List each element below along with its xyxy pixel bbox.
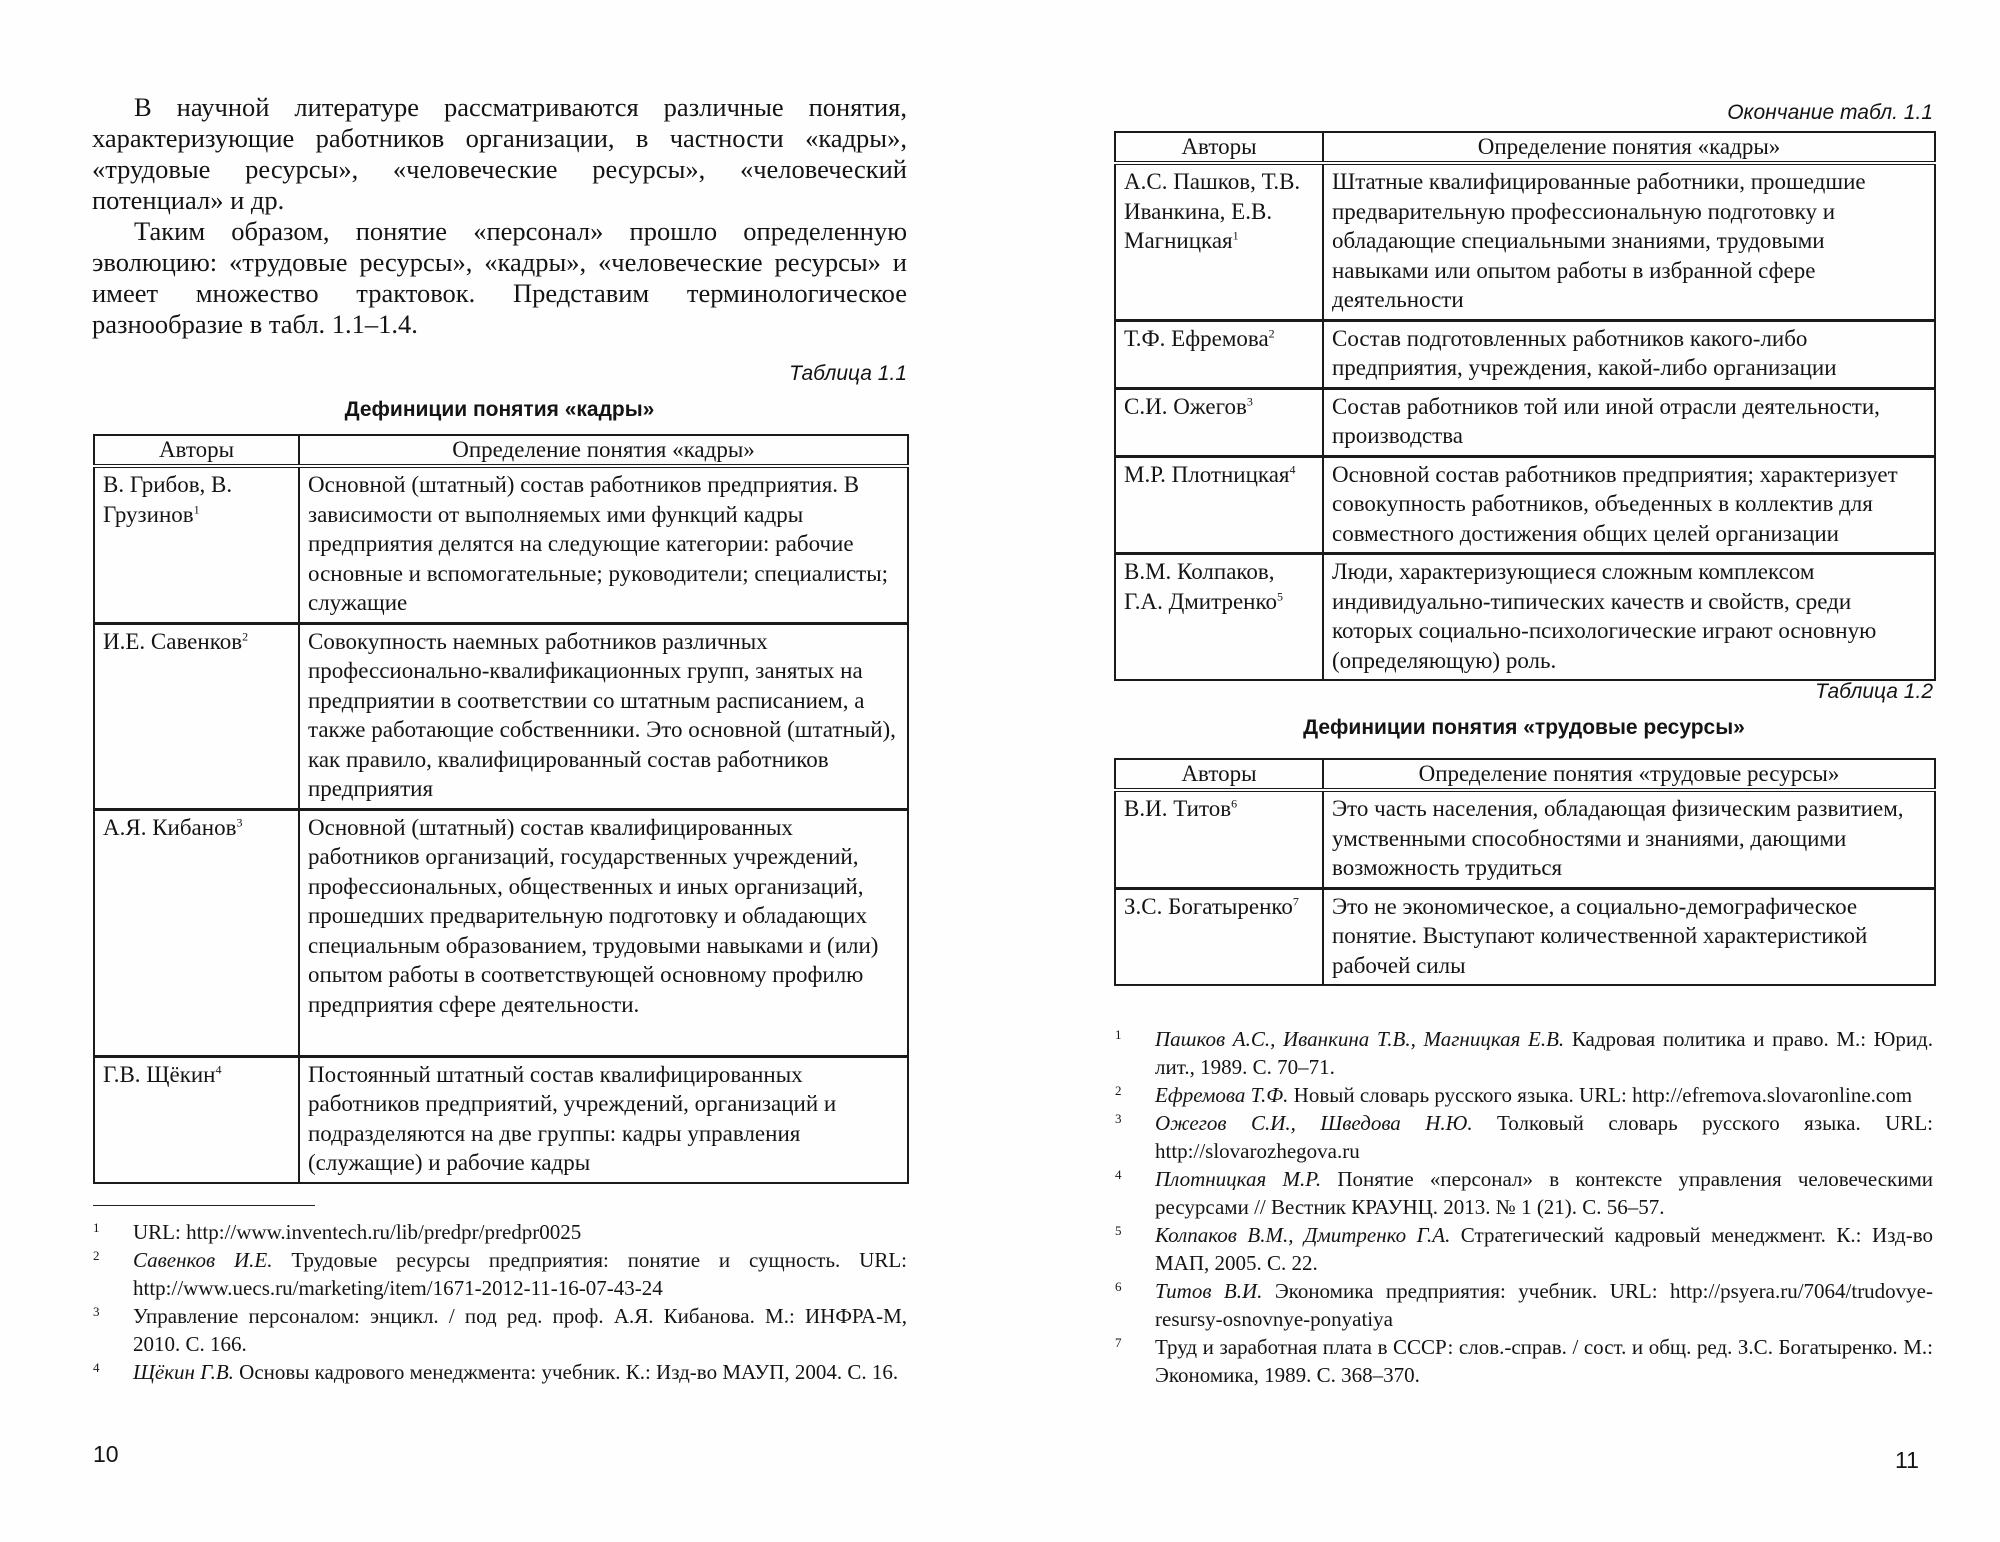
page-number: 11	[1895, 1447, 1919, 1473]
table-header-row	[94, 435, 908, 466]
definition-cell: Основной (штатный) состав работников предприятия. В зависимости от выполняемых ими функций кадры предприятия делятся на следующие категории: рабочие основные и вспомогательные; руководители; специалисты; служащие	[299, 466, 908, 623]
intro-text	[92, 92, 907, 340]
footnote: 6 Титов В.И. Экономика предприятия: учебник. URL: http://psyera.ru/7064/trudovye-resursy-osnovnye-ponyatiya	[1115, 1279, 1933, 1331]
header-authors: Авторы	[1115, 759, 1323, 790]
author-cell: В.М. Колпаков, Г.А. Дмитренко$^5$	[1115, 554, 1323, 681]
author-cell: Т.Ф. Ефремова$^2$	[1115, 320, 1323, 388]
table-row	[1115, 888, 1935, 985]
definition-cell: Основной состав работников предприятия; характеризует совокупность работников, объеденных в коллектив для совместного достижения общих целей организации	[1323, 456, 1935, 554]
definitions-table	[93, 434, 909, 1184]
table-row	[1115, 163, 1935, 320]
footnote-separator	[93, 1205, 315, 1206]
author-cell: Г.В. Щёкин$^4$	[94, 1056, 299, 1183]
table-row	[1115, 554, 1935, 681]
header-authors: Авторы	[1115, 132, 1323, 163]
continuation-caption: Окончание табл. 1.1	[1727, 101, 1933, 124]
author-cell: В.И. Титов$^6$	[1115, 790, 1323, 888]
page-number: 10	[93, 1441, 119, 1467]
right-page	[1000, 0, 2000, 1542]
definitions-table-continued	[1114, 131, 1936, 681]
table-caption: Таблица 1.2	[1815, 680, 1933, 703]
table-header-row	[1115, 132, 1935, 163]
footnote: 3 Управление персоналом: энцикл. / под ред. проф. А.Я. Кибанова. М.: ИНФРА-М, 2010. С. 166.	[93, 1304, 907, 1356]
table-row	[94, 1056, 908, 1183]
author-cell: З.С. Богатыренко$^7$	[1115, 888, 1323, 985]
footnote: 1 URL: http://www.inventech.ru/lib/predpr/predpr0025	[93, 1220, 582, 1244]
author-cell: А.С. Пашков, Т.В. Иванкина, Е.В. Магницкая$^1$	[1115, 163, 1323, 320]
definition-cell: Это не экономическое, а социально-демографическое понятие. Выступают количественной характеристикой рабочей силы	[1323, 888, 1935, 985]
footnotes	[93, 1218, 907, 1386]
intro-paragraph: В научной литературе рассматриваются различные понятия, характеризующие работников организации, в частности «кадры», «трудовые ресурсы», «человеческие ресурсы», «человеческий потенциал» и др.	[92, 92, 907, 215]
footnote: 2 Ефремова Т.Ф. Новый словарь русского языка. URL: http://efremova.slovaronline.com	[1115, 1083, 1913, 1107]
footnote: 4 Щёкин Г.В. Основы кадрового менеджмента: учебник. К.: Изд-во МАУП, 2004. С. 16.	[93, 1360, 899, 1384]
labor-resources-table	[1114, 758, 1936, 986]
table-row	[1115, 388, 1935, 456]
author-cell: И.Е. Савенков$^2$	[94, 623, 299, 809]
table-row	[94, 809, 908, 1056]
header-authors: Авторы	[94, 435, 299, 466]
footnote: 5 Колпаков В.М., Дмитренко Г.А. Стратегический кадровый менеджмент. К.: Изд-во МАП, 2005. С. 22.	[1115, 1223, 1933, 1275]
definition-cell: Основной (штатный) состав квалифицированных работников организаций, государственных учреждений, профессиональных, общественных и иных организаций, прошедших предварительную подготовку и обладающих специальным образованием, трудовыми навыками и (или) опытом работы в соответствующей основному профилю предприятия сфере деятельности.	[299, 809, 908, 1056]
footnote: 7 Труд и заработная плата в СССР: слов.-справ. / сост. и общ. ред. З.С. Богатыренко. М.: Экономика, 1989. С. 368–370.	[1115, 1335, 1933, 1387]
table-row	[94, 466, 908, 623]
header-definition: Определение понятия «кадры»	[299, 435, 908, 466]
intro-paragraph: Таким образом, понятие «персонал» прошло определенную эволюцию: «трудовые ресурсы», «кадры», «человеческие ресурсы» и имеет множество трактовок. Представим терминологическое разнообразие в табл. 1.1–1.4.	[92, 216, 907, 339]
table-caption: Таблица 1.1	[789, 362, 907, 385]
table-row	[1115, 456, 1935, 554]
footnote-separator	[1115, 985, 1337, 986]
author-cell: С.И. Ожегов$^3$	[1115, 388, 1323, 456]
footnote: 1 Пашков А.С., Иванкина Т.В., Магницкая Е.В. Кадровая политика и право. М.: Юрид. лит., 1989. С. 70–71.	[1115, 1027, 1933, 1079]
table-row	[1115, 320, 1935, 388]
footnote: 4 Плотницкая М.Р. Понятие «персонал» в контексте управления человеческими ресурсами // Вестник КРАУНЦ. 2013. № 1 (21). С. 56–57.	[1115, 1167, 1933, 1219]
footnotes	[1115, 1025, 1933, 1389]
footnote: 3 Ожегов С.И., Шведова Н.Ю. Толковый словарь русского языка. URL: http://slovarozhegova.ru	[1115, 1111, 1933, 1163]
definition-cell: Совокупность наемных работников различных профессионально-квалификационных групп, занятых на предприятии в соответствии со штатным расписанием, а также работающие собственники. Это основной (штатный), как правило, квалифицированный состав работников предприятия	[299, 623, 908, 809]
author-cell: М.Р. Плотницкая$^4$	[1115, 456, 1323, 554]
definition-cell: Состав подготовленных работников какого-либо предприятия, учреждения, какой-либо организации	[1323, 320, 1935, 388]
definition-cell: Это часть населения, обладающая физическим развитием, умственными способностями и знаниями, дающими возможность трудиться	[1323, 790, 1935, 888]
author-cell: В. Грибов, В. Грузинов$^1$	[94, 466, 299, 623]
table-title: Дефиниции понятия «трудовые ресурсы»	[1303, 716, 1745, 739]
footnote: 2 Савенков И.Е. Трудовые ресурсы предприятия: понятие и сущность. URL: http://www.uecs.ru/marketing/item/1671-2012-11-16-07-43-24	[93, 1248, 907, 1300]
table-title: Дефиниции понятия «кадры»	[344, 398, 655, 421]
table-row	[1115, 790, 1935, 888]
definition-cell: Постоянный штатный состав квалифицированных работников предприятий, учреждений, организаций и подразделяются на две группы: кадры управления (служащие) и рабочие кадры	[299, 1056, 908, 1183]
header-definition: Определение понятия «трудовые ресурсы»	[1323, 759, 1935, 790]
definition-cell: Люди, характеризующиеся сложным комплексом индивидуально-типических качеств и свойств, среди которых социально-психологические играют основную (определяющую) роль.	[1323, 554, 1935, 681]
author-cell: А.Я. Кибанов$^3$	[94, 809, 299, 1056]
definition-cell: Состав работников той или иной отрасли деятельности, производства	[1323, 388, 1935, 456]
header-definition: Определение понятия «кадры»	[1323, 132, 1935, 163]
table-row	[94, 623, 908, 809]
table-header-row	[1115, 759, 1935, 790]
definition-cell: Штатные квалифицированные работники, прошедшие предварительную профессиональную подготовку и обладающие специальными знаниями, трудовыми навыками или опытом работы в избранной сфере деятельности	[1323, 163, 1935, 320]
